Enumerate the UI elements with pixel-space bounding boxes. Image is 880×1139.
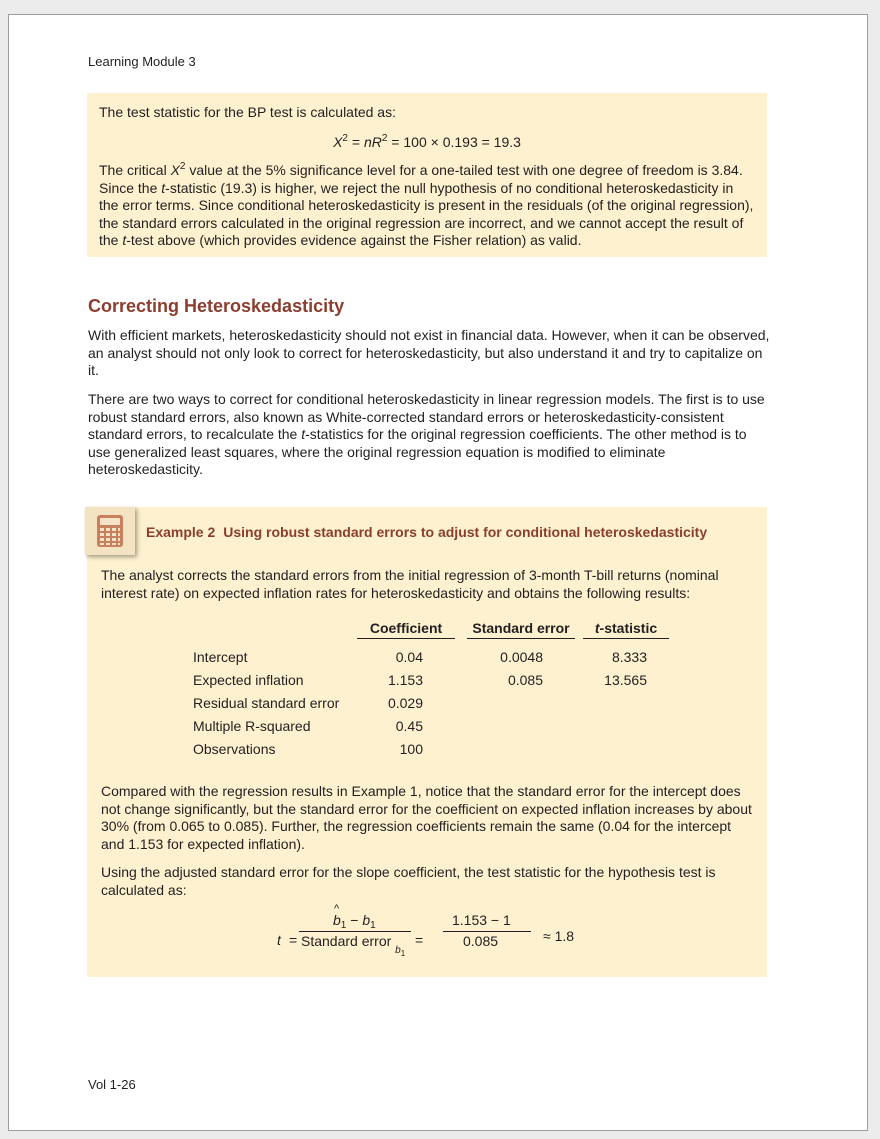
bp-test-equation: $X^2 = nR^2 = 100 \times 0.193 = 19.3$ [333,132,521,150]
fraction-bar-1 [299,931,411,932]
t-statistic-formula [87,507,767,977]
header-coefficient: Coefficient [369,620,443,636]
example-title: Example 2 Using robust standard errors to adjust for conditional heteroskedasticity [146,524,708,540]
row-coef: 0.45 [395,718,423,734]
row-t: 8.333 [611,649,647,665]
bp-test-intro: The test statistic for the BP test is calculated as: [99,104,396,120]
formula-equals-1: = [289,932,298,948]
formula-equals-2: = [415,932,424,948]
row-label: Intercept [193,649,248,665]
page-footer: Vol 1-26 [88,1077,136,1092]
bp-test-box [87,93,767,257]
section-heading: Correcting Heteroskedasticity [88,296,345,316]
bp-test-conclusion: The critical $X^2$ value at the 5% significance level for a one-tailed test with one degree of freedom is 3.84. Since the t-statistic (19.3) is higher, we reject the null hypothesis of no conditional heteroskedasticity in the error terms. Since conditional heteroskedasticity is present in the residuals (of the original regression), the standard errors calculated in the original regression are incorrect, and we cannot accept the result of the t-test above (which provides evidence against the Fisher relation) as valid. [99,161,754,248]
example-paragraph-2: Compared with the regression results in Example 1, notice that the standard error for the intercept does not change significantly, but the standard error for the coefficient on expected inflation increases by about 30% (from 0.065 to 0.085). Further, the regression coefficients remain the same (0.04 for the intercept and 1.153 for expected inflation). [101,783,752,852]
formula-denominator-1: Standard error $b_1$ [301,933,406,958]
row-label: Residual standard error [193,695,340,711]
row-coef: 0.04 [395,649,423,665]
fraction-bar-2 [443,931,531,932]
row-se: 0.085 [507,672,543,688]
row-label: Observations [193,741,276,757]
formula-numerator-1: b ^ $_1 - b_1$ [333,903,376,931]
row-t: 13.565 [604,672,647,688]
section-paragraph-1: With efficient markets, heteroskedasticity should not exist in financial data. However, when it can be observed, an analyst should not only look to correct for heteroskedasticity, but also understand it and try to capitalize on it. [88,327,770,378]
row-se: 0.0048 [500,649,543,665]
section-paragraph-2: There are two ways to correct for conditional heteroskedasticity in linear regression models. The first is to use robust standard errors, also known as White-corrected standard errors or heteroskedasticity-consistent standard errors, to recalculate the t-statistics for the original regression coefficients. The other method is to use generalized least squares, where the original regression equation is modified to eliminate heteroskedasticity. [88,391,765,477]
document-page [8,14,868,1131]
row-label: Multiple R-squared [193,718,311,734]
formula-denominator-2: 0.085 [463,933,499,949]
formula-numerator-2: 1.153 − 1 [452,912,511,928]
row-coef: 0.029 [387,695,423,711]
header-standard-error: Standard error [472,620,570,636]
example-paragraph-1: The analyst corrects the standard errors from the initial regression of 3-month T-bill returns (nominal interest rate) on expected inflation rates for heteroskedasticity and obtains the following results: [101,567,719,601]
example-box [87,507,767,977]
example-paragraph-3: Using the adjusted standard error for the slope coefficient, the test statistic for the hypothesis test is calculated as: [101,864,716,898]
row-coef: 100 [399,741,423,757]
formula-result: ≈ 1.8 [543,928,575,944]
header-t-statistic: t-statistic [594,620,658,636]
row-coef: 1.153 [387,672,423,688]
formula-t: t [277,932,281,948]
row-label: Expected inflation [193,672,304,688]
running-head: Learning Module 3 [88,54,196,69]
